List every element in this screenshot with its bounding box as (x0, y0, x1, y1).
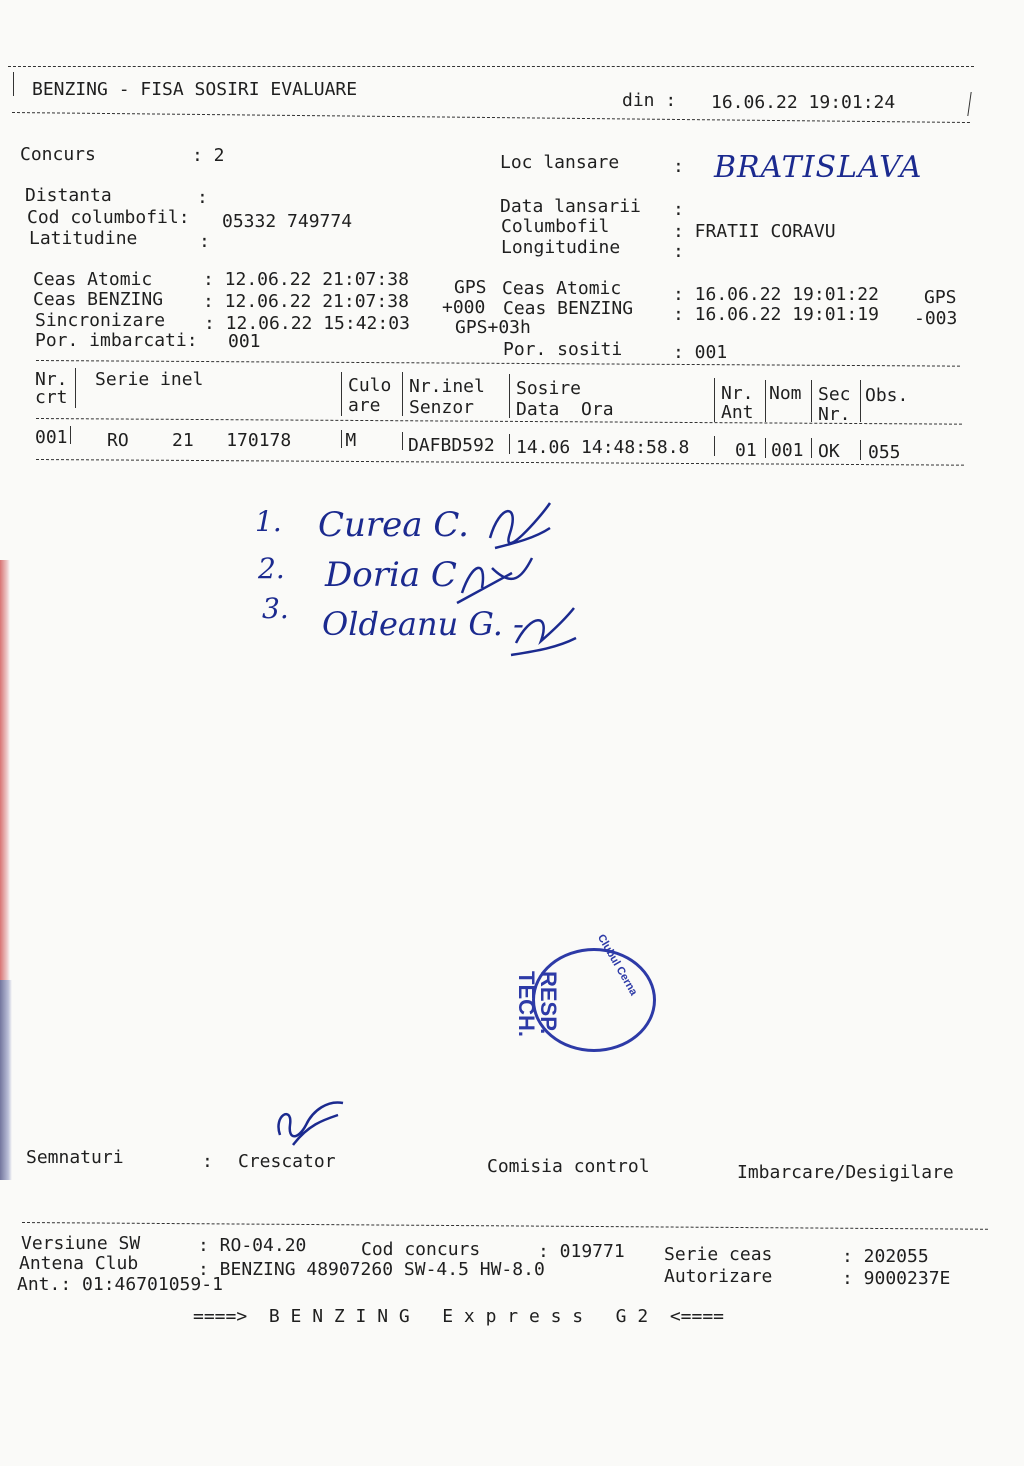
th-nr-crt-2: crt (35, 387, 68, 408)
blue-edge-shadow (0, 980, 12, 1180)
benzing-express-line: ====> B E N Z I N G E x p r e s s G 2 <==== (193, 1306, 725, 1327)
clock-left-1-suffix: +000 (442, 297, 486, 318)
latitudine-label: Latitudine (29, 228, 138, 249)
clock-right-0-label: Ceas Atomic (502, 278, 622, 299)
loc-lansare-label: Loc lansare (500, 152, 620, 173)
crescator-signature (268, 1095, 353, 1155)
th-serie-inel: Serie inel (95, 369, 204, 390)
autorizare-label: Autorizare (664, 1266, 773, 1287)
clock-left-0-label: Ceas Atomic (33, 269, 153, 290)
table-row-sep (341, 430, 342, 448)
th-sosire-2: Data Ora (516, 399, 614, 420)
table-row-sep (714, 436, 715, 456)
clock-right-1-value: : 16.06.22 19:01:19 (673, 304, 879, 325)
distanta-value: : (197, 187, 208, 208)
table-row-sep (765, 438, 766, 458)
th-culoare-2: are (348, 395, 381, 416)
cod-columbofil-value: 05332 749774 (222, 211, 353, 232)
cell-sosire: 14.06 14:48:58.8 (516, 437, 690, 458)
th-sec-nr-2: Nr. (818, 404, 851, 425)
imbarcare-label: Imbarcare/Desigilare (737, 1162, 954, 1183)
clock-right-1-label: Ceas BENZING (503, 298, 634, 319)
semnaturi-sep: : (202, 1151, 213, 1172)
handwritten-num-3: 3. (262, 592, 289, 625)
cell-nom: 001 (771, 440, 804, 461)
handwritten-name-1: Curea C. (318, 505, 469, 545)
clock-left-1-label: Ceas BENZING (33, 289, 164, 310)
table-col-sep (341, 372, 342, 416)
th-sosire-1: Sosire (516, 378, 582, 399)
handwritten-num-2: 2. (258, 552, 285, 585)
table-row-sep (509, 434, 510, 454)
por-imbarcati-value: 001 (228, 331, 261, 352)
stamp-ring-text: Clubul Cerna (594, 932, 640, 998)
th-nom: Nom (769, 383, 802, 404)
cell-nr-crt: 001 (35, 427, 68, 448)
versiune-sw-value: : RO-04.20 (198, 1235, 307, 1256)
serie-ceas-label: Serie ceas (664, 1244, 773, 1265)
th-culoare-1: Culo (348, 375, 392, 396)
cod-columbofil-label: Cod columbofil: (27, 207, 190, 228)
clock-left-1-value: : 12.06.22 21:07:38 (203, 291, 409, 312)
loc-lansare-sep: : (673, 156, 684, 177)
concurs-value: : 2 (192, 145, 225, 166)
antena-club-value: : BENZING 48907260 SW-4.5 HW-8.0 (198, 1259, 545, 1280)
distanta-label: Distanta (25, 185, 112, 206)
serie-ceas-value: : 202055 (842, 1246, 929, 1267)
handwritten-name-2: Doria C (325, 555, 457, 595)
antena-club-label: Antena Club (19, 1253, 139, 1274)
club-stamp (514, 932, 656, 1052)
clock-right-0-suffix: GPS (924, 287, 957, 308)
clock-right-1-suffix: -003 (914, 308, 958, 329)
cod-concurs-value: : 019771 (538, 1241, 625, 1262)
table-col-sep (75, 368, 76, 408)
versiune-sw-label: Versiune SW (21, 1233, 141, 1254)
handwritten-name-3: Oldeanu G. - (322, 605, 524, 643)
longitudine-label: Longitudine (501, 237, 621, 258)
header-top-rule (8, 66, 974, 67)
clock-left-0-value: : 12.06.22 21:07:38 (203, 269, 409, 290)
th-sec-nr-1: Sec (818, 384, 851, 405)
por-sositi-label: Por. sositi (503, 339, 623, 360)
table-row-sep (402, 432, 403, 450)
clock-left-2-value: : 12.06.22 15:42:03 (204, 313, 410, 334)
handwritten-num-1: 1. (255, 505, 282, 538)
cell-nr-inel-senzor: DAFBD592 (408, 435, 495, 456)
columbofil-label: Columbofil (501, 216, 610, 237)
table-row-sep (860, 440, 861, 460)
por-sositi-value: : 001 (673, 342, 728, 363)
clock-left-2-suffix: GPS+03h (455, 317, 531, 338)
clock-left-0-suffix: GPS (454, 277, 487, 298)
th-nr-inel-1: Nr.inel (409, 376, 485, 397)
table-col-sep (714, 378, 715, 422)
th-nr-ant-1: Nr. (721, 383, 754, 404)
ant-line: Ant.: 01:46701059-1 (17, 1274, 223, 1295)
autorizare-value: : 9000237E (842, 1268, 951, 1289)
por-imbarcati-label: Por. imbarcati: (35, 330, 198, 351)
handwritten-signature-mark-2 (452, 548, 542, 608)
columbofil-value: : FRATII CORAVU (673, 221, 836, 242)
crescator-label: Crescator (238, 1151, 336, 1172)
red-edge-shadow (0, 560, 10, 980)
longitudine-sep: : (673, 241, 684, 262)
th-nr-crt-1: Nr. (35, 369, 68, 390)
header-left-border (13, 72, 14, 96)
cell-obs: 055 (868, 442, 901, 463)
comisia-control-label: Comisia control (487, 1156, 650, 1177)
th-nr-inel-2: Senzor (409, 397, 475, 418)
cell-nr-ant: 01 (735, 440, 757, 461)
table-col-sep (509, 374, 510, 418)
stamp-text: RESP. TECH. (514, 971, 561, 1037)
handwritten-signature-mark-3 (506, 603, 581, 663)
report-title: BENZING - FISA SOSIRI EVALUARE (32, 79, 358, 100)
loc-lansare-handwritten: BRATISLAVA (714, 150, 923, 185)
concurs-label: Concurs (20, 144, 96, 165)
table-row-sep (811, 438, 812, 458)
table-col-sep (811, 380, 812, 422)
th-nr-ant-2: Ant (721, 402, 754, 423)
report-date-label: din : (622, 90, 677, 111)
data-lansarii-sep: : (673, 199, 684, 220)
report-date-value: 16.06.22 19:01:24 (711, 92, 896, 113)
table-row-sep (70, 426, 71, 444)
cell-sec-nr: OK (818, 441, 840, 462)
table-col-sep (860, 380, 861, 422)
table-col-sep (765, 380, 766, 422)
clock-right-0-value: : 16.06.22 19:01:22 (673, 284, 879, 305)
cod-concurs-label: Cod concurs (361, 1239, 481, 1260)
table-col-sep (402, 372, 403, 416)
latitudine-value: : (199, 231, 210, 252)
th-obs: Obs. (865, 385, 909, 406)
semnaturi-label: Semnaturi (26, 1147, 124, 1168)
clock-left-2-label: Sincronizare (35, 310, 166, 331)
data-lansarii-label: Data lansarii (500, 196, 641, 217)
cell-serie-inel: RO 21 170178 M (107, 430, 357, 451)
